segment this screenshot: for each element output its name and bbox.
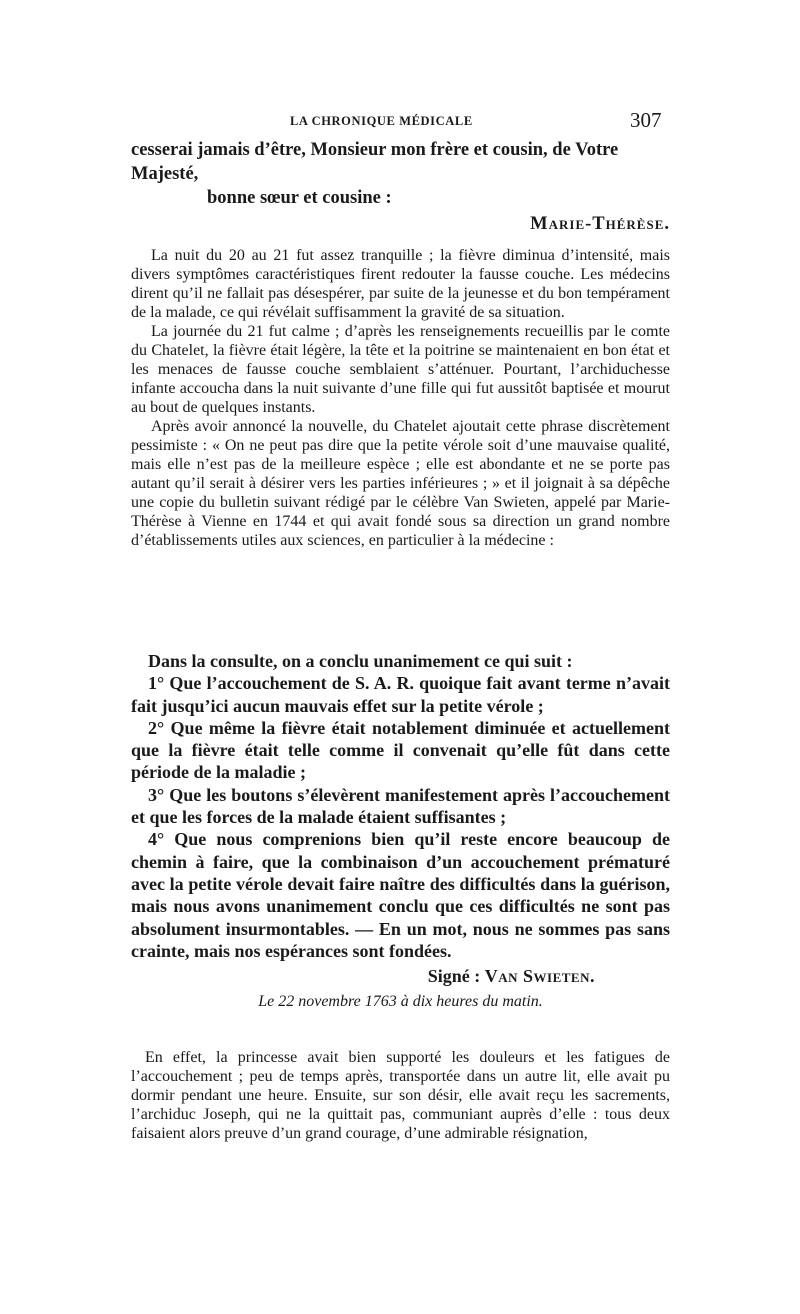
bulletin-item: 1° Que l’accouchement de S. A. R. quoique fait avant terme n’avait fait jusqu’ici aucun mauvais effet sur la petite vérole ; xyxy=(131,673,670,716)
letter-signature: Marie-Thérèse. xyxy=(530,214,670,234)
running-title: LA CHRONIQUE MÉDICALE xyxy=(290,114,473,128)
page-number: 307 xyxy=(630,108,662,132)
medical-bulletin xyxy=(131,650,670,1014)
paragraph: La nuit du 20 au 21 fut assez tranquille ; la fièvre diminua d’intensité, mais divers symptômes caractéristiques firent redouter la fausse couche. Les médecins dirent qu’il ne fallait pas désespérer, par suite de la jeunesse et du bon tempérament de la malade, ce qui révélait suffisamment la gravité de sa situation. xyxy=(131,247,670,321)
paragraph: Après avoir annoncé la nouvelle, du Chatelet ajoutait cette phrase discrètement pessimiste : « On ne peut pas dire que la petite vérole soit d’une mauvaise qualité, mais elle n’est pas de la meilleure espèce ; elle est abondante et ne se porte pas autant qu’il serait à désirer vers les parties inférieures ; » et il joignait à sa dépêche une copie du bulletin suivant rédigé par le célèbre Van Swieten, appelé par Marie-Thérèse à Vienne en 1744 et qui avait fondé sous sa direction un grand nombre d’établissements utiles aux sciences, en particulier à la médecine : xyxy=(131,418,670,549)
paragraph: En effet, la princesse avait bien supporté les douleurs et les fatigues de l’accouchement ; peu de temps après, transportée dans un autre lit, elle avait pu dormir pendant une heure. Ensuite, sur son désir, elle avait reçu les sacrements, l’archiduc Joseph, qui ne la quittait pas, communiant auprès d’elle : tous deux faisaient alors preuve d’un grand courage, d’une admirable résignation, xyxy=(131,1049,670,1142)
letter-closing: bonne sœur et cousine : xyxy=(207,188,392,208)
signed-label: Signé : xyxy=(427,966,481,987)
letter-final-line: cesserai jamais d’être, Monsieur mon frère et cousin, de Votre Majesté, xyxy=(131,140,619,184)
final-text xyxy=(131,1048,670,1143)
bulletin-date: Le 22 novembre 1763 à dix heures du matin. xyxy=(258,993,543,1011)
bulletin-signature xyxy=(131,965,670,987)
paragraph: La journée du 21 fut calme ; d’après les renseignements recueillis par le comte du Chatelet, la fièvre était légère, la tête et la poitrine se maintenaient en bon état et les menaces de fausse couche semblaient s’atténuer. Pourtant, l’archiduchesse infante accoucha dans la nuit suivante d’une fille qui fut aussitôt baptisée et mourut au bout de quelques instants. xyxy=(131,323,670,416)
bulletin-item: 2° Que même la fièvre était notablement diminuée et actuellement que la fièvre était telle comme il convenait qu’elle fût dans cette période de la maladie ; xyxy=(131,717,670,783)
bulletin-item: 4° Que nous comprenions bien qu’il reste encore beaucoup de chemin à faire, que la combinaison d’un accouchement prématuré avec la petite vérole devait faire naître des difficultés dans la guérison, mais nous avons unanimement conclu que ces difficultés ne sont pas absolument insurmontables. — En un mot, nous ne sommes pas sans crainte, mais nos espérances sont fondées. xyxy=(131,829,670,961)
signed-name: Van Swieten. xyxy=(484,966,595,987)
bulletin-intro: Dans la consulte, on a conclu unanimement ce qui suit : xyxy=(148,651,573,671)
narrative-text xyxy=(131,246,670,550)
running-header xyxy=(0,108,800,132)
letter-ending xyxy=(131,138,670,236)
bulletin-item: 3° Que les boutons s’élevèrent manifestement après l’accouchement et que les forces de la malade étaient suffisantes ; xyxy=(131,784,670,828)
